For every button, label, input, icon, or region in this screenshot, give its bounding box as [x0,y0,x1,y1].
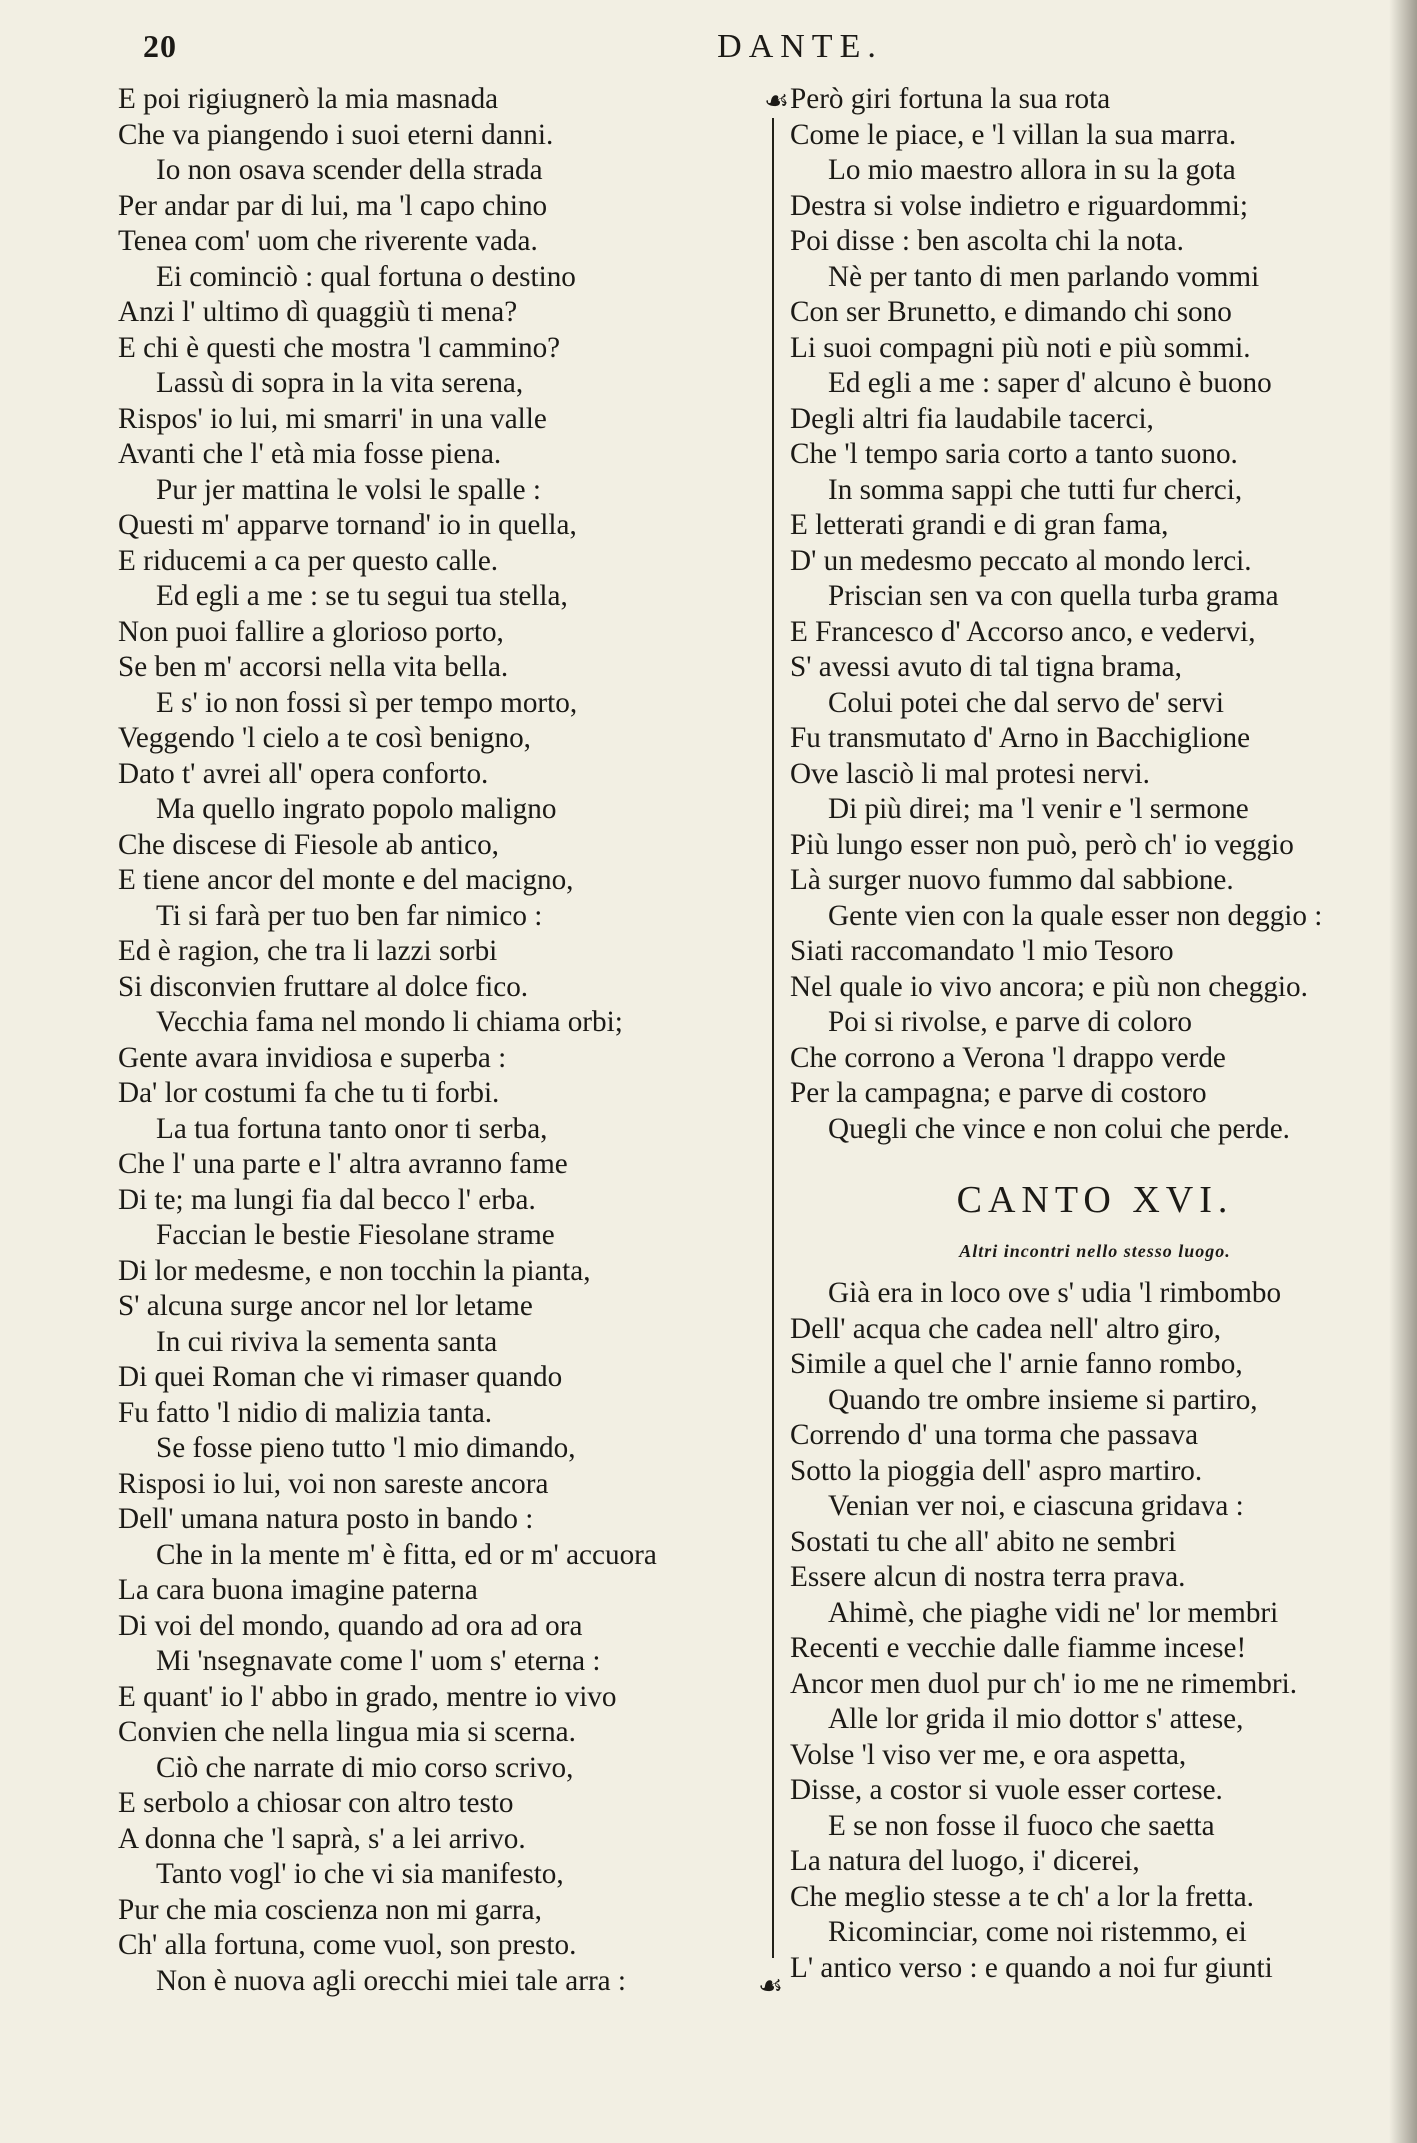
verse-line: E tiene ancor del monte e del macigno, [118,864,574,896]
verse-line: In somma sappi che tutti fur cherci, [828,473,1243,506]
verse-line: Vecchia fama nel mondo li chiama orbi; [156,1006,623,1038]
verse-line: Come le piace, e 'l villan la sua marra. [790,118,1237,151]
verse-line: Fu fatto 'l nidio di malizia tanta. [118,1396,493,1429]
fleuron-ornament-icon: ☙ [758,1971,784,2002]
verse-line: S' avessi avuto di tal tigna brama, [790,651,1182,683]
verse-line: Faccian le bestie Fiesolane strame [156,1219,555,1251]
verse-line: Ei cominciò : qual fortuna o destino [156,260,576,293]
verse-line: Priscian sen va con quella turba grama [828,580,1279,612]
verse-line: Quegli che vince e non colui che perde. [828,1112,1290,1145]
verse-line: Che 'l tempo saria corto a tanto suono. [790,438,1238,470]
verse-line: Per la campagna; e parve di costoro [790,1077,1207,1109]
verse-line: Simile a quel che l' arnie fanno rombo, [790,1348,1243,1380]
verse-line: Recenti e vecchie dalle fiamme incese! [790,1632,1247,1664]
verse-line: Ricominciar, come noi ristemmo, ei [828,1916,1247,1948]
verse-line: Ed è ragion, che tra li lazzi sorbi [118,935,498,967]
verse-line: E Francesco d' Accorso anco, e vedervi, [790,615,1256,648]
canto-title: CANTO XVI. [956,1179,1234,1221]
verse-line: Ti si farà per tuo ben far nimico : [156,899,543,932]
verse-line: Se ben m' accorsi nella vita bella. [118,651,509,683]
verse-line: Di lor medesme, e non tocchin la pianta, [118,1254,591,1287]
verse-line: Da' lor costumi fa che tu ti forbi. [118,1077,500,1109]
verse-line: Di voi del mondo, quando ad ora ad ora [118,1609,583,1642]
verse-line: Mi 'nsegnavate come l' uom s' eterna : [156,1645,601,1677]
verse-line: Ed egli a me : se tu segui tua stella, [156,580,568,612]
verses-after-canto [790,1276,1400,1986]
verse-line: Ciò che narrate di mio corso scrivo, [156,1751,574,1784]
verse-line: S' alcuna surge ancor nel lor letame [118,1290,533,1322]
verse-line: In cui riviva la sementa santa [156,1325,498,1358]
verse-line: Gente vien con la quale esser non deggio : [828,899,1323,932]
verse-line: La tua fortuna tanto onor ti serba, [156,1112,548,1145]
verse-line: Volse 'l viso ver me, e ora aspetta, [790,1738,1187,1771]
verse-line: Con ser Brunetto, e dimando chi sono [790,296,1232,328]
verse-line: L' antico verso : e quando a noi fur giunti [790,1951,1273,1984]
verse-line: Se fosse pieno tutto 'l mio dimando, [156,1432,576,1464]
verse-line: Non puoi fallire a glorioso porto, [118,615,504,648]
verse-line: E letterati grandi e di gran fama, [790,509,1169,541]
verse-line: Venian ver noi, e ciascuna gridava : [828,1490,1244,1522]
verse-line: Lassù di sopra in la vita serena, [156,367,524,399]
verse-line: Di più direi; ma 'l venir e 'l sermone [828,793,1249,825]
verse-line: Là surger nuovo fummo dal sabbione. [790,864,1234,896]
left-column [118,82,758,1999]
verse-line: Quando tre ombre insieme si partiro, [828,1383,1258,1416]
verse-line: Dato t' avrei all' opera conforto. [118,757,489,790]
verse-line: Ahimè, che piaghe vidi ne' lor membri [828,1596,1279,1629]
verse-line: Siati raccomandato 'l mio Tesoro [790,935,1174,967]
verse-line: E serbolo a chiosar con altro testo [118,1787,514,1819]
page-number: 20 [143,28,177,64]
verse-line: Ed egli a me : saper d' alcuno è buono [828,367,1272,399]
verse-line: Nel quale io vivo ancora; e più non cheggio. [790,970,1308,1003]
verse-line: Degli altri fia laudabile tacerci, [790,402,1154,435]
verse-line: E se non fosse il fuoco che saetta [828,1809,1215,1842]
verse-line: Convien che nella lingua mia si scerna. [118,1716,576,1748]
verse-line: Però giri fortuna la sua rota [790,83,1111,115]
verse-line: Ancor men duol pur ch' io me ne rimembri. [790,1667,1297,1700]
verse-line: Questi m' apparve tornand' io in quella, [118,509,577,541]
running-head: DANTE. [717,28,883,65]
verse-line: Essere alcun di nostra terra prava. [790,1561,1186,1593]
verse-line: Avanti che l' età mia fosse piena. [118,438,502,470]
verse-line: Disse, a costor si vuole esser cortese. [790,1774,1223,1806]
verse-line: Pur che mia coscienza non mi garra, [118,1893,542,1926]
verse-line: Di te; ma lungi fia dal becco l' erba. [118,1183,536,1216]
verse-line: Pur jer mattina le volsi le spalle : [156,473,542,506]
verse-line: Lo mio maestro allora in su la gota [828,154,1236,186]
verse-line: Che discese di Fiesole ab antico, [118,828,499,861]
verse-line: Poi si rivolse, e parve di coloro [828,1006,1192,1038]
verse-line: A donna che 'l saprà, s' a lei arrivo. [118,1822,526,1855]
verse-line: E riducemi a ca per questo calle. [118,544,499,577]
verse-line: E quant' io l' abbo in grado, mentre io vivo [118,1680,617,1713]
verse-line: Dell' acqua che cadea nell' altro giro, [790,1312,1222,1345]
verse-line: Per andar par di lui, ma 'l capo chino [118,189,548,222]
verse-line: Non è nuova agli orecchi miei tale arra : [156,1964,627,1997]
verse-line: La natura del luogo, i' dicerei, [790,1845,1140,1877]
verse-line: Anzi l' ultimo dì quaggiù ti mena? [118,296,518,328]
verse-line: La cara buona imagine paterna [118,1574,478,1606]
verse-line: Che l' una parte e l' altra avranno fame [118,1148,568,1180]
verse-line: Che in la mente m' è fitta, ed or m' accuora [156,1538,657,1571]
verse-line: E chi è questi che mostra 'l cammino? [118,331,561,364]
verse-line: Destra si volse indietro e riguardommi; [790,189,1248,222]
verse-line: Rispos' io lui, mi smarri' in una valle [118,402,547,435]
right-column [790,82,1400,1986]
verse-line: Che corrono a Verona 'l drappo verde [790,1041,1226,1074]
verse-line: Si disconvien fruttare al dolce fico. [118,970,529,1003]
fleuron-ornament-icon: ☙ [764,86,790,117]
verses-before-canto [790,82,1400,1147]
verse-line: Li suoi compagni più noti e più sommi. [790,331,1251,364]
verse-line: Correndo d' una torma che passava [790,1419,1199,1451]
verse-line: Poi disse : ben ascolta chi la nota. [790,225,1184,257]
verse-line: Dell' umana natura posto in bando : [118,1503,534,1535]
verse-line: Risposi io lui, voi non sareste ancora [118,1467,549,1500]
canto-subtitle: Altri incontri nello stesso luogo. [959,1241,1231,1261]
verse-line: E s' io non fossi sì per tempo morto, [156,686,578,719]
column-divider [772,118,774,1958]
verse-line: Sostati tu che all' abito ne sembri [790,1525,1177,1558]
verse-line: Ove lasciò li mal protesi nervi. [790,757,1150,790]
verse-line: Che va piangendo i suoi eterni danni. [118,118,554,151]
verse-line: Colui potei che dal servo de' servi [828,686,1224,719]
verse-line: D' un medesmo peccato al mondo lerci. [790,544,1252,577]
verse-line: Ch' alla fortuna, come vuol, son presto. [118,1929,577,1961]
verse-line: Già era in loco ove s' udia 'l rimbombo [828,1277,1282,1309]
verse-line: Alle lor grida il mio dottor s' attese, [828,1703,1244,1735]
verse-line: Sotto la pioggia dell' aspro martiro. [790,1454,1203,1487]
verse-line: Veggendo 'l cielo a te così benigno, [118,722,531,754]
verse-line: Gente avara invidiosa e superba : [118,1041,507,1074]
verse-line: Io non osava scender della strada [156,154,543,186]
verse-line: Fu transmutato d' Arno in Bacchiglione [790,722,1251,754]
verse-line: Di quei Roman che vi rimaser quando [118,1361,563,1393]
verse-line: Che meglio stesse a te ch' a lor la fretta. [790,1880,1254,1913]
verse-line: Tanto vogl' io che vi sia manifesto, [156,1858,564,1890]
verse-line: Tenea com' uom che riverente vada. [118,225,538,257]
verse-line: Ma quello ingrato popolo maligno [156,793,557,825]
verse-line: Nè per tanto di men parlando vommi [828,260,1260,293]
verse-line: E poi rigiugnerò la mia masnada [118,83,499,115]
verse-line: Più lungo esser non può, però ch' io veggio [790,828,1294,861]
